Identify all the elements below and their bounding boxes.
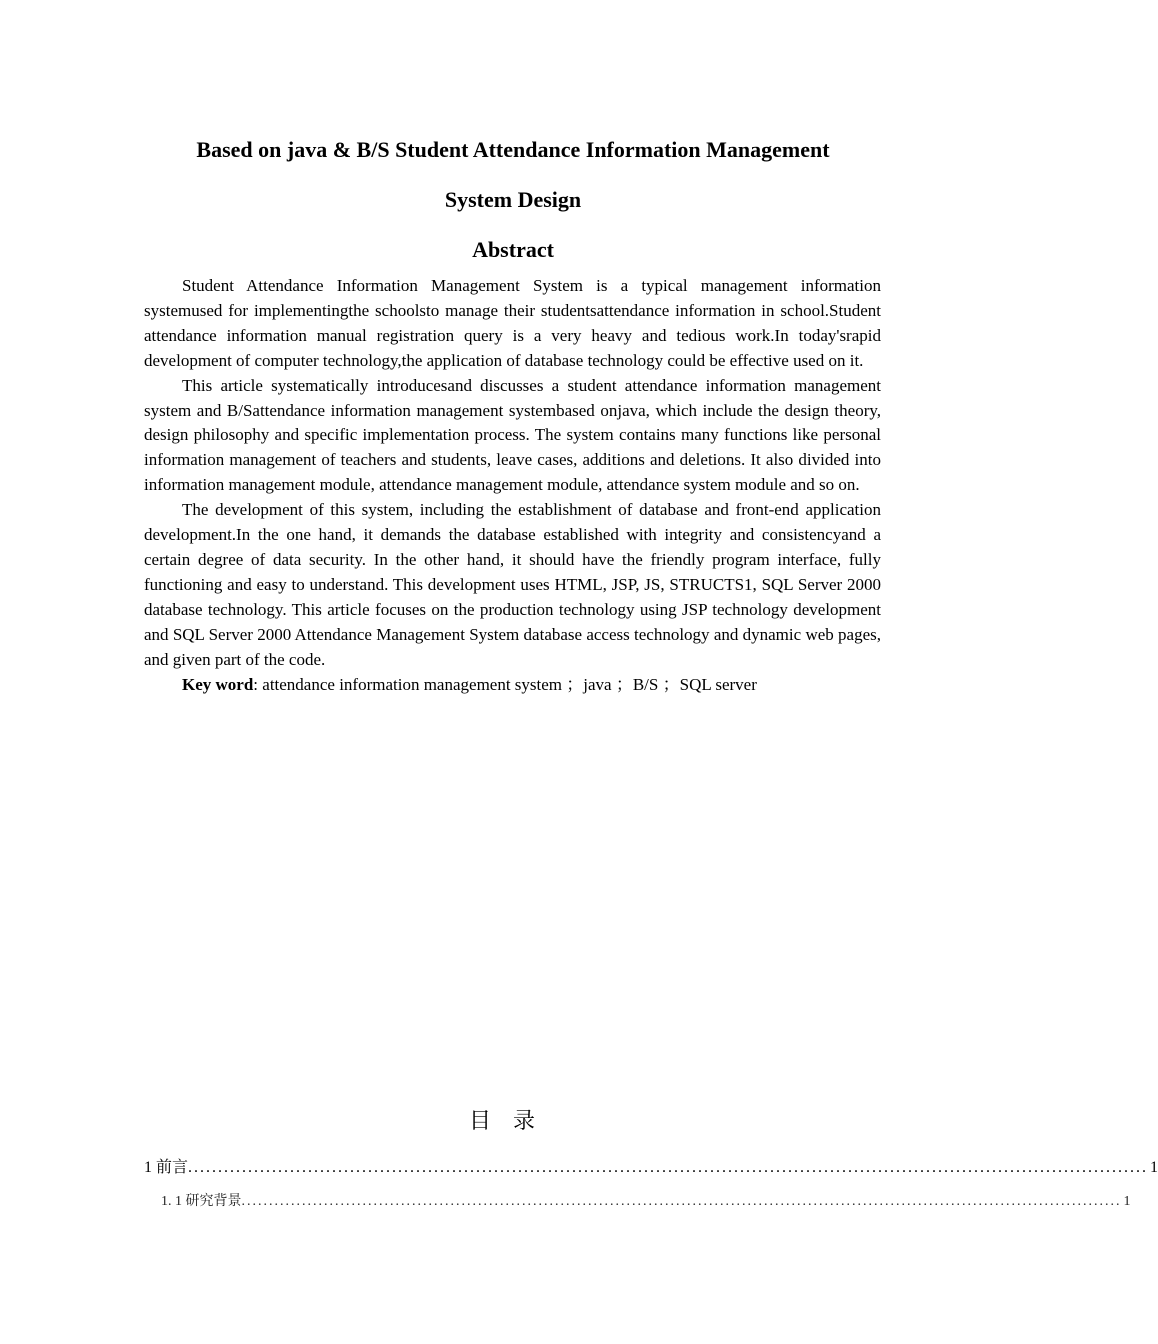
keywords-line	[144, 673, 881, 698]
toc-leader-dots: ................................................................................................................................................................	[188, 1159, 1149, 1176]
abstract-paragraph: This article systematically introducesand discusses a student attendance information management system and B/Sattendance information management systembased onjava, which include the design theory, design philosophy and specific implementation process. The system contains many functions like personal information management of teachers and students, leave cases, additions and deletions. It also divided into information management module, attendance management module, attendance system module and so on.	[144, 375, 881, 495]
toc-leader-dots: ................................................................................................................................................................	[241, 1194, 1122, 1209]
toc-entry[interactable]	[161, 1192, 1131, 1212]
document-title-line-1: Based on java & B/S Student Attendance Information Management	[196, 137, 830, 162]
abstract-body	[144, 274, 881, 697]
toc-entry-label: 1. 1 研究背景	[161, 1194, 242, 1209]
abstract-paragraph: Student Attendance Information Management System is a typical management information systemused for implementingthe schoolsto manage their studentsattendance information in school.Student attendance information manual registration query is a very heavy and tedious work.In today'srapid development of computer technology,the application of database technology could be effective used on it.	[144, 276, 881, 370]
abstract-heading: Abstract	[472, 237, 554, 262]
toc-entry-label: 1 前言	[144, 1159, 189, 1176]
keywords-text: : attendance information management system ；java ；B/S ；SQL server	[253, 674, 757, 694]
toc-entry[interactable]	[144, 1157, 1158, 1179]
document-title-line-2: System Design	[444, 187, 582, 212]
toc-heading: 目录	[468, 1109, 557, 1134]
keywords-label: Key word	[182, 674, 254, 694]
abstract-paragraph: The development of this system, including the establishment of database and front-end application development.In the one hand, it demands the database established with integrity and consistencyand a certain degree of data security. In the other hand, it should have the friendly program interface, fully functioning and easy to understand. This development uses HTML, JSP, JS, STRUCTS1, SQL Server 2000 database technology. This article focuses on the production technology using JSP technology development and SQL Server 2000 Attendance Management System database access technology and dynamic web pages, and given part of the code.	[144, 500, 881, 669]
toc-entry-page: 1	[1150, 1159, 1158, 1176]
toc-entry-page: 1	[1123, 1194, 1131, 1209]
